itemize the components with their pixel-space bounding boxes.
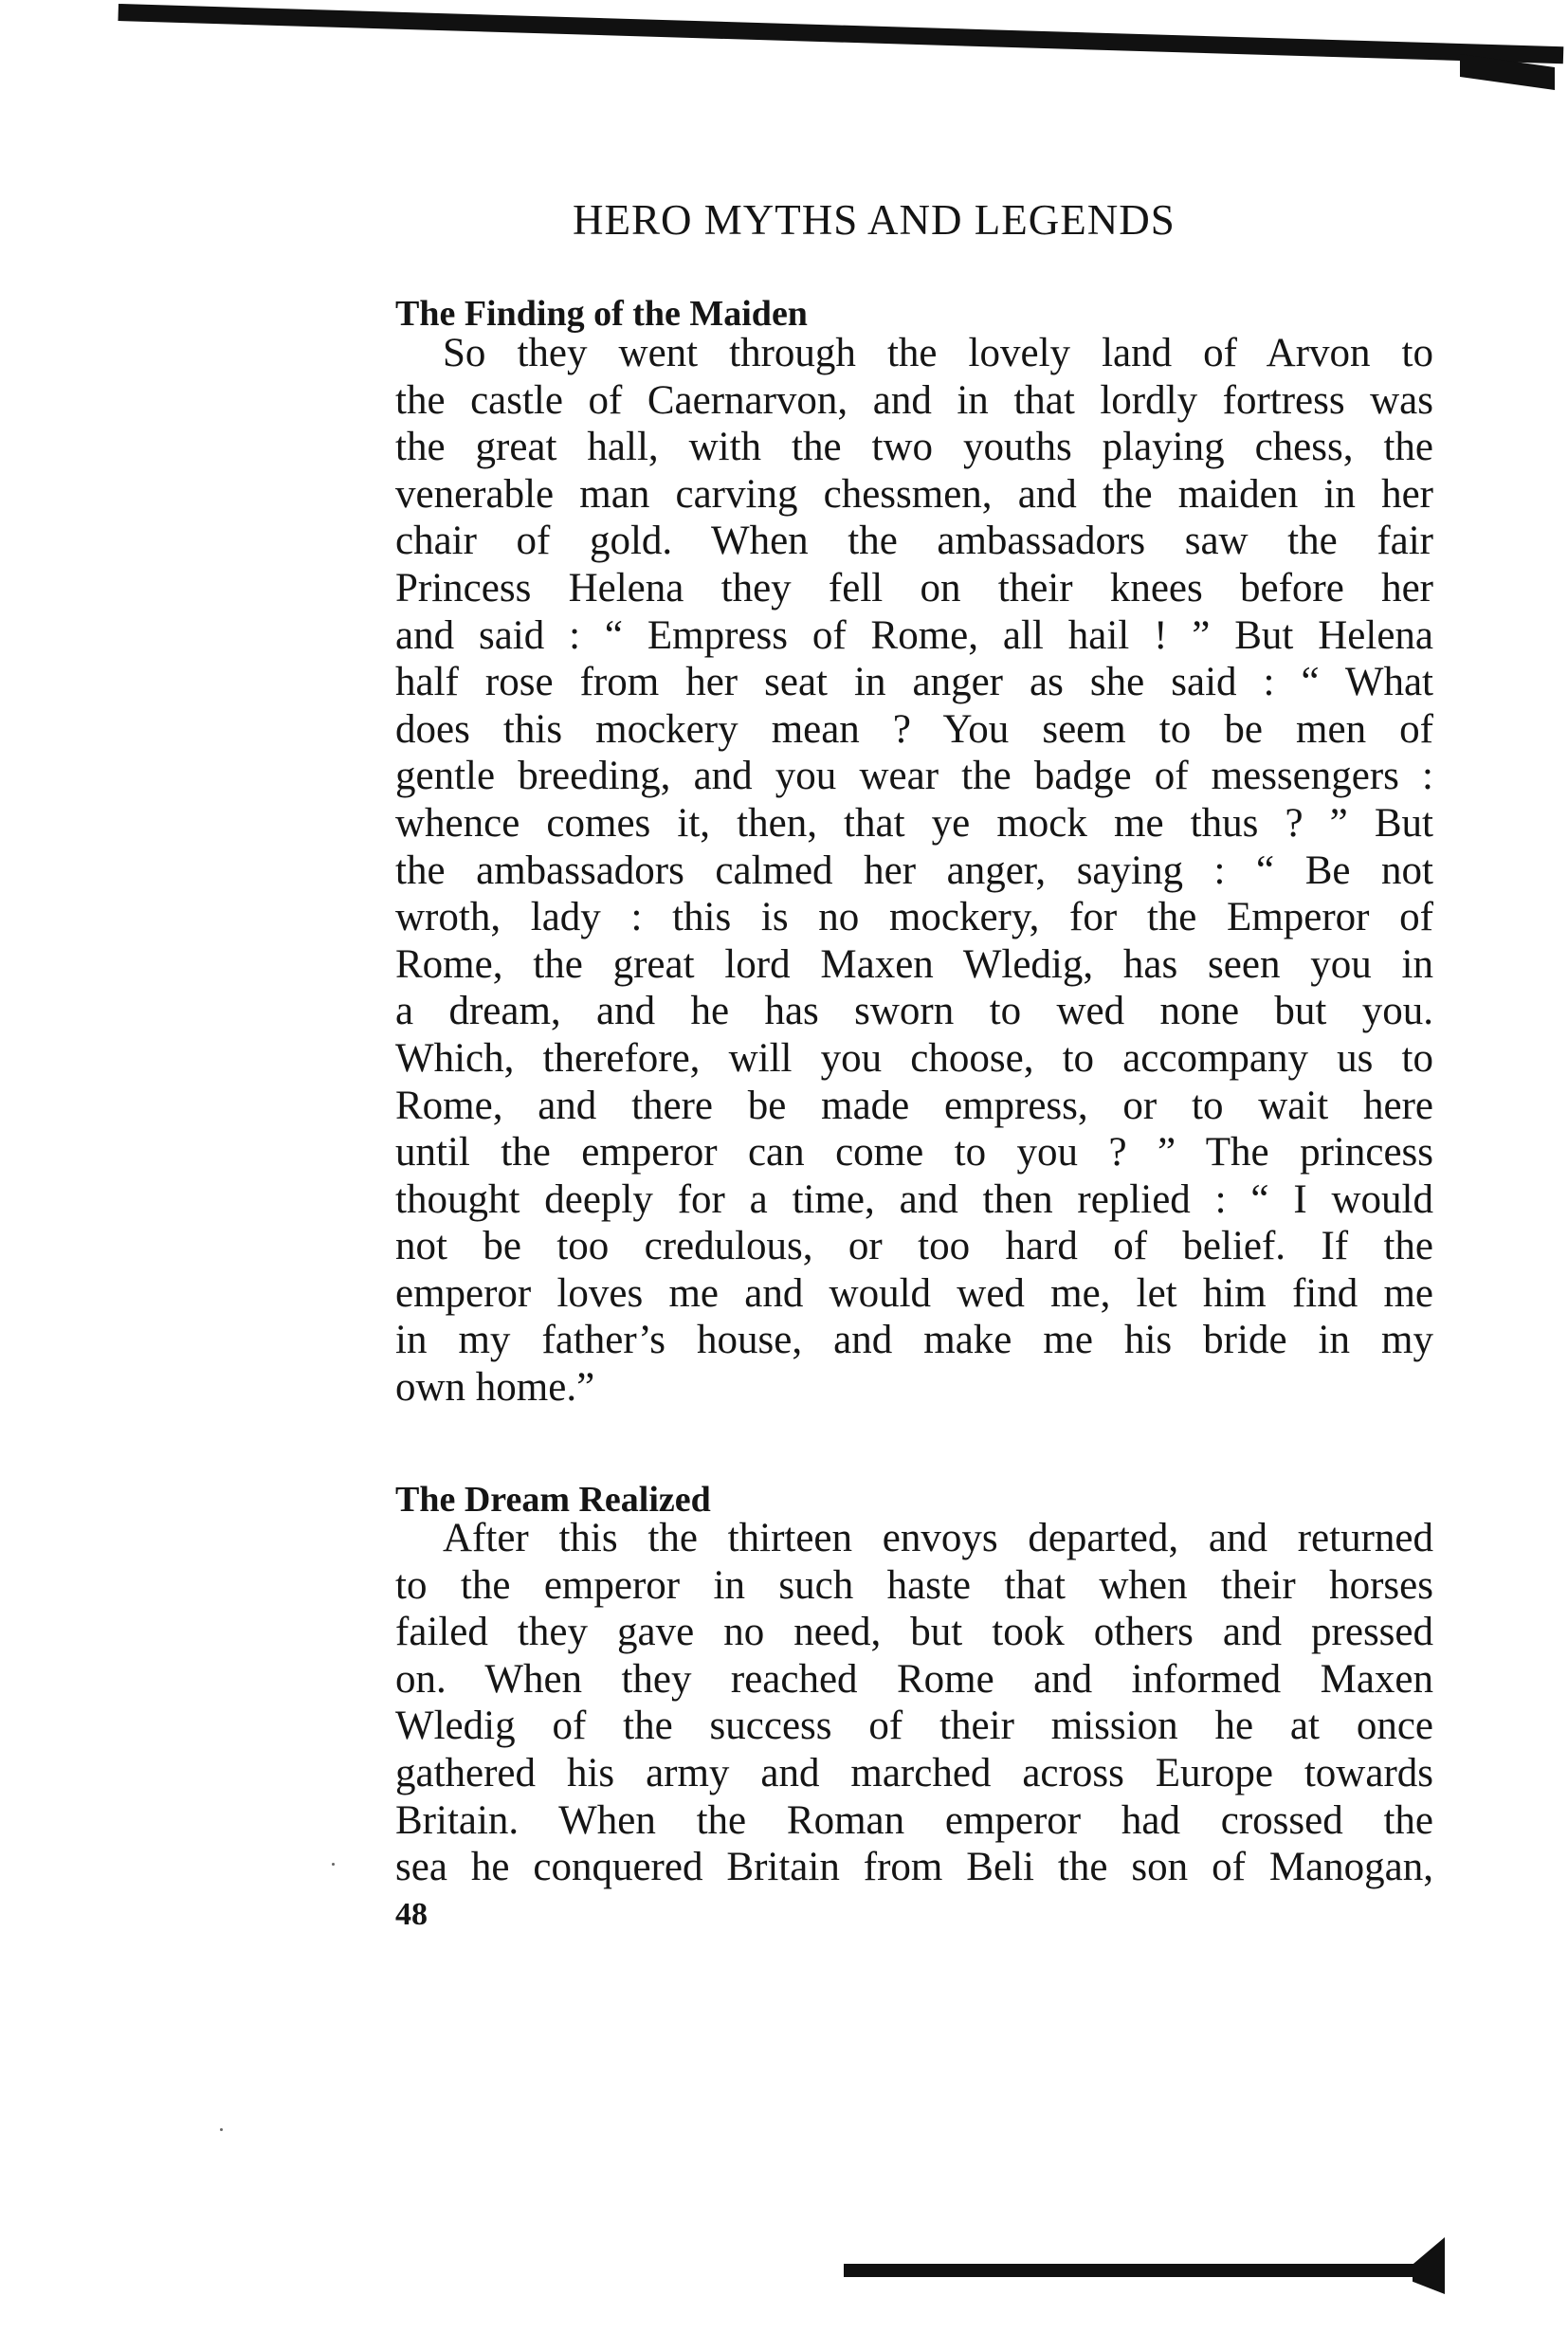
text-line: Rome, the great lord Maxen Wledig, has seen you in xyxy=(395,941,1433,987)
text-line: Wledig of the success of their mission he at once xyxy=(395,1704,1433,1749)
text-line: Which, therefore, will you choose, to accompany us to xyxy=(395,1035,1433,1081)
section-text-dream-realized xyxy=(395,1515,1433,1891)
bottom-page-edge-rule-end xyxy=(1413,2237,1445,2294)
running-head: HERO MYTHS AND LEGENDS xyxy=(573,196,1176,244)
text-line: sea he conquered Britain from Beli the son of Manogan, xyxy=(395,1845,1433,1890)
text-line: venerable man carving chessmen, and the maiden in her xyxy=(395,471,1433,517)
text-line: Princess Helena they fell on their knees before her xyxy=(395,565,1433,611)
text-line: in my father’s house, and make me his bride in my xyxy=(395,1318,1433,1363)
text-line: the great hall, with the two youths playing chess, the xyxy=(395,425,1433,470)
text-line: own home.” xyxy=(395,1365,595,1411)
text-line: the ambassadors calmed her anger, saying : “ Be not xyxy=(395,847,1433,893)
section-heading-finding-maiden: The Finding of the Maiden xyxy=(395,294,808,334)
text-line: does this mockery mean ? You seem to be men of xyxy=(395,706,1433,752)
text-line: Britain. When the Roman emperor had crossed the xyxy=(395,1797,1433,1843)
text-line: a dream, and he has sworn to wed none but you. xyxy=(395,989,1433,1034)
text-line: on. When they reached Rome and informed Maxen xyxy=(395,1656,1433,1702)
section-text-finding-maiden xyxy=(395,330,1433,1412)
text-line: wroth, lady : this is no mockery, for the Emperor of xyxy=(395,895,1433,940)
text-line: Rome, and there be made empress, or to wait here xyxy=(395,1083,1433,1128)
text-line: emperor loves me and would wed me, let him find me xyxy=(395,1270,1433,1316)
text-line: until the emperor can come to you ? ” The princess xyxy=(395,1130,1433,1176)
text-line: So they went through the lovely land of Arvon to xyxy=(443,331,1433,375)
section-heading-dream-realized: The Dream Realized xyxy=(395,1480,711,1520)
paper-speck xyxy=(332,1863,335,1866)
paper-speck xyxy=(220,2128,223,2131)
text-line: the castle of Caernarvon, and in that lordly fortress was xyxy=(395,377,1433,423)
text-line: not be too credulous, or too hard of belief. If the xyxy=(395,1224,1433,1269)
text-line: half rose from her seat in anger as she said : “ What xyxy=(395,660,1433,705)
text-line: to the emperor in such haste that when their horses xyxy=(395,1562,1433,1608)
text-line: chair of gold. When the ambassadors saw the fair xyxy=(395,519,1433,564)
text-line: whence comes it, then, that ye mock me thus ? ” But xyxy=(395,800,1433,846)
text-line: gathered his army and marched across Europe towards xyxy=(395,1750,1433,1795)
text-line: After this the thirteen envoys departed, and returned xyxy=(443,1516,1433,1560)
bottom-page-edge-rule xyxy=(844,2264,1444,2277)
page-number: 48 xyxy=(395,1897,428,1932)
text-line: and said : “ Empress of Rome, all hail ! ” But Helena xyxy=(395,612,1433,658)
text-line: thought deeply for a time, and then replied : “ I would xyxy=(395,1176,1433,1222)
text-line: gentle breeding, and you wear the badge of messengers : xyxy=(395,754,1433,799)
text-line: failed they gave no need, but took others and pressed xyxy=(395,1610,1433,1655)
top-page-edge-rule xyxy=(118,4,1563,64)
